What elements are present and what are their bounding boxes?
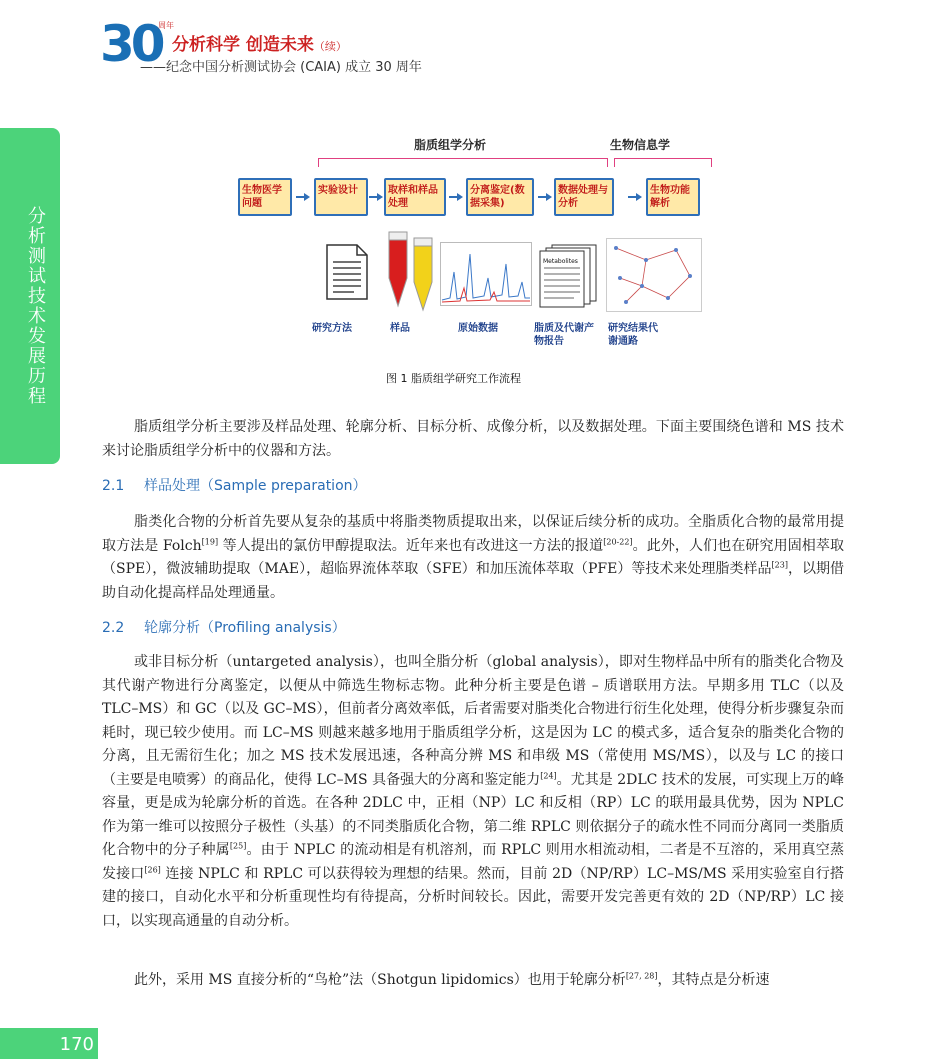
text-run: 等人提出的氯仿甲醇提取法。近年来也有改进这一方法的报道	[218, 537, 604, 554]
section-title: 样品处理（Sample preparation）	[144, 478, 367, 494]
text-run: 。尤其是 2DLC 技术的发展，可实现上万的峰容量，更是成为轮廓分析的首选。在各种 2DLC 中，正相（NP）LC 和反相（RP）LC 的联用最具优势，因为 NPLC 作为第一维可以按照分子极性（头基）的不同类脂质化合物，第二维 RPLC 则依据分子的疏水性不同而分离同一类脂质化合物中的分子种属	[102, 771, 844, 858]
figure-label-results-pathway: 研究结果代谢通路	[608, 323, 658, 347]
group-label-bioinformatics: 生物信息学	[610, 138, 671, 152]
figure-label-methods: 研究方法	[312, 323, 352, 334]
workflow-box-data-processing: 数据处理与分析	[554, 178, 614, 216]
figure-label-lipid-report: 脂质及代谢产物报告	[534, 323, 594, 347]
page-header	[100, 16, 600, 76]
workflow-box-biological-function: 生物功能解析	[646, 178, 700, 216]
arrow-icon	[538, 193, 552, 201]
figure-label-samples: 样品	[390, 323, 410, 334]
header-subtitle: ——纪念中国分析测试协会 (CAIA) 成立 30 周年	[140, 60, 422, 75]
text-run: 连接 NPLC 和 RPLC 可以获得较为理想的结果。然而，目前 2D（NP/RP）LC–MS/MS 采用实验室自行搭建的接口，自动化水平和分析重现性均有待提高，分析时间较长。因此，需要开发完善更有效的 2D（NP/RP）LC 接口，以实现高通量的自动分析。	[102, 865, 845, 929]
bracket-lipidomics	[318, 158, 608, 167]
citation-ref: [20-22]	[603, 536, 633, 546]
text-run: 。由于 NPLC 的流动相是有机溶剂，而 RPLC 则用水相流动相，二者是不互溶的，采用真空蒸发接口	[102, 842, 845, 882]
chromatogram-icon	[440, 242, 532, 306]
text-run: ，其特点是分析速	[657, 972, 770, 988]
text-run: ，以期借助自动化提高样品处理通量。	[102, 561, 845, 601]
arrow-icon	[449, 193, 463, 201]
header-title-text: 分析科学 创造未来	[172, 35, 314, 55]
section-title: 轮廓分析（Profiling analysis）	[144, 620, 346, 636]
text-run: 或非目标分析（untargeted analysis），也叫全脂分析（global analysis），即对生物样品中所有的脂类化合物及其代谢产物进行分离鉴定，以便从中筛选生物标志物。此种分析主要是色谱 – 质谱联用方法。早期多用 TLC（以及 TLC–MS）和 GC（以及 GC–MS），但前者分离效率低，后者需要对脂类化合物进行衍生化处理，使得分析步骤复杂而耗时，现已较少使用。而 LC–MS 则越来越多地用于脂质组学分析，这是因为 LC 的模式多，适合复杂的脂类化合物的分离，且无需衍生化；加之 MS 技术发展迅速，各种高分辨 MS 和串级 MS（常使用 MS/MS），以及与 LC 的接口（主要是电喷雾）的商品化，使得 LC–MS 具备强大的分离和鉴定能力	[102, 654, 844, 788]
anniversary-logo-number: 30	[100, 15, 162, 73]
workflow-box-experimental-design: 实验设计	[314, 178, 368, 216]
citation-ref: [25]	[229, 841, 247, 851]
workflow-box-sample-handling: 取样和样品处理	[384, 178, 446, 216]
report-pages-icon	[538, 244, 598, 308]
metabolites-label: Metabolites	[543, 258, 578, 265]
text-run: 。此外，人们也在研究用固相萃取（SPE），微波辅助提取（MAE），超临界流体萃取（SFE）和加压流体萃取（PFE）等技术来处理脂类样品	[102, 537, 844, 577]
page-number: 170	[59, 1034, 94, 1055]
citation-ref: [24]	[540, 770, 557, 780]
citation-ref: [26]	[144, 864, 161, 874]
group-label-lipidomics: 脂质组学分析	[414, 138, 487, 152]
arrow-icon	[369, 193, 383, 201]
citation-ref: [23]	[771, 560, 788, 570]
paragraph-shotgun	[102, 969, 844, 993]
workflow-figure	[228, 126, 718, 356]
citation-ref: [19]	[201, 536, 219, 546]
section-number: 2.2	[102, 620, 125, 636]
workflow-box-biomedical-question: 生物医学问题	[238, 178, 292, 216]
page-number-tab	[0, 1028, 98, 1059]
paragraph-sample-prep	[102, 511, 844, 605]
bracket-bioinformatics	[614, 158, 712, 167]
section-number: 2.1	[102, 478, 125, 494]
citation-ref: [27, 28]	[625, 971, 658, 981]
figure-label-raw-data: 原始数据	[458, 323, 498, 334]
arrow-icon	[296, 193, 310, 201]
text-run: 脂类化合物的分析首先要从复杂的基质中将脂类物质提取出来，以保证后续分析的成功。全脂质化合物的最常用提取方法是 Folch	[102, 514, 844, 554]
chapter-sidebar-label: 分析测试技术发展历程	[28, 206, 46, 407]
document-icon	[326, 244, 368, 300]
paragraph-intro: 脂质组学分析主要涉及样品处理、轮廓分析、目标分析、成像分析，以及数据处理。下面主要围绕色谱和 MS 技术来讨论脂质组学分析中的仪器和方法。	[102, 419, 844, 459]
header-title	[172, 30, 347, 55]
pathway-map-icon	[606, 238, 702, 312]
arrow-icon	[628, 193, 642, 201]
section-heading-2-1	[102, 475, 367, 495]
text-run: 此外，采用 MS 直接分析的“鸟枪”法（Shotgun lipidomics）也用于轮廓分析	[134, 972, 626, 988]
sample-tubes-icon	[386, 230, 436, 312]
workflow-box-separation-identification: 分离鉴定(数据采集)	[466, 178, 534, 216]
anniversary-logo-badge: 周年	[158, 21, 174, 30]
figure-caption: 图 1 脂质组学研究工作流程	[386, 372, 521, 385]
header-title-suffix: （续）	[313, 40, 347, 53]
section-heading-2-2	[102, 617, 346, 637]
paragraph-profiling	[102, 651, 844, 933]
